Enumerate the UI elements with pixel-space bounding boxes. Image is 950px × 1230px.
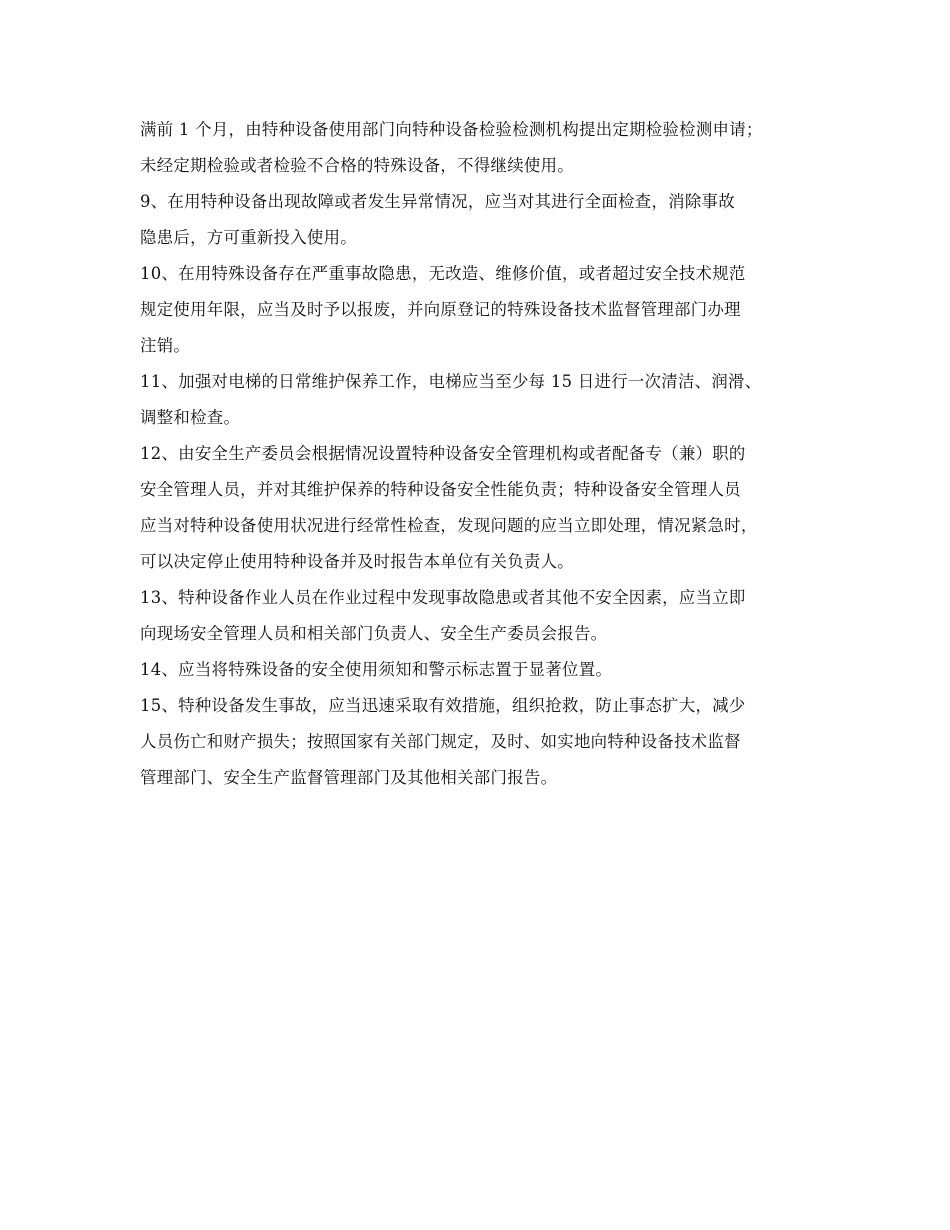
text-line: 13、特种设备作业人员在作业过程中发现事故隐患或者其他不安全因素，应当立即 [140, 588, 746, 607]
text-line: 未经定期检验或者检验不合格的特殊设备，不得继续使用。 [140, 156, 574, 175]
document-body [140, 112, 830, 796]
text-line: 可以决定停止使用特种设备并及时报告本单位有关负责人。 [140, 552, 574, 571]
text-line: 14、应当将特殊设备的安全使用须知和警示标志置于显著位置。 [140, 660, 613, 679]
text-line: 9、在用特种设备出现故障或者发生异常情况，应当对其进行全面检查，消除事故 [140, 192, 735, 211]
text-line: 10、在用特殊设备存在严重事故隐患，无改造、维修价值，或者超过安全技术规范 [140, 264, 746, 283]
text-line: 满前 1 个月，由特种设备使用部门向特种设备检验检测机构提出定期检验检测申请； [140, 120, 763, 139]
text-line: 安全管理人员，并对其维护保养的特种设备安全性能负责；特种设备安全管理人员 [140, 480, 741, 499]
text-line: 规定使用年限，应当及时予以报废，并向原登记的特殊设备技术监督管理部门办理 [140, 300, 741, 319]
text-line: 15、特种设备发生事故，应当迅速采取有效措施，组织抢救，防止事态扩大，减少 [140, 696, 746, 715]
text-line: 11、加强对电梯的日常维护保养工作，电梯应当至少每 15 日进行一次清洁、润滑、 [140, 372, 762, 391]
text-line: 管理部门、安全生产监督管理部门及其他相关部门报告。 [140, 768, 558, 787]
text-line: 12、由安全生产委员会根据情况设置特种设备安全管理机构或者配备专（兼）职的 [140, 444, 746, 463]
text-line: 隐患后，方可重新投入使用。 [140, 228, 357, 247]
text-line: 注销。 [140, 336, 191, 355]
text-line: 调整和检查。 [140, 408, 241, 427]
text-line: 人员伤亡和财产损失；按照国家有关部门规定，及时、如实地向特种设备技术监督 [140, 732, 741, 751]
text-line: 向现场安全管理人员和相关部门负责人、安全生产委员会报告。 [140, 624, 608, 643]
text-line: 应当对特种设备使用状况进行经常性检查，发现问题的应当立即处理，情况紧急时， [140, 516, 758, 535]
